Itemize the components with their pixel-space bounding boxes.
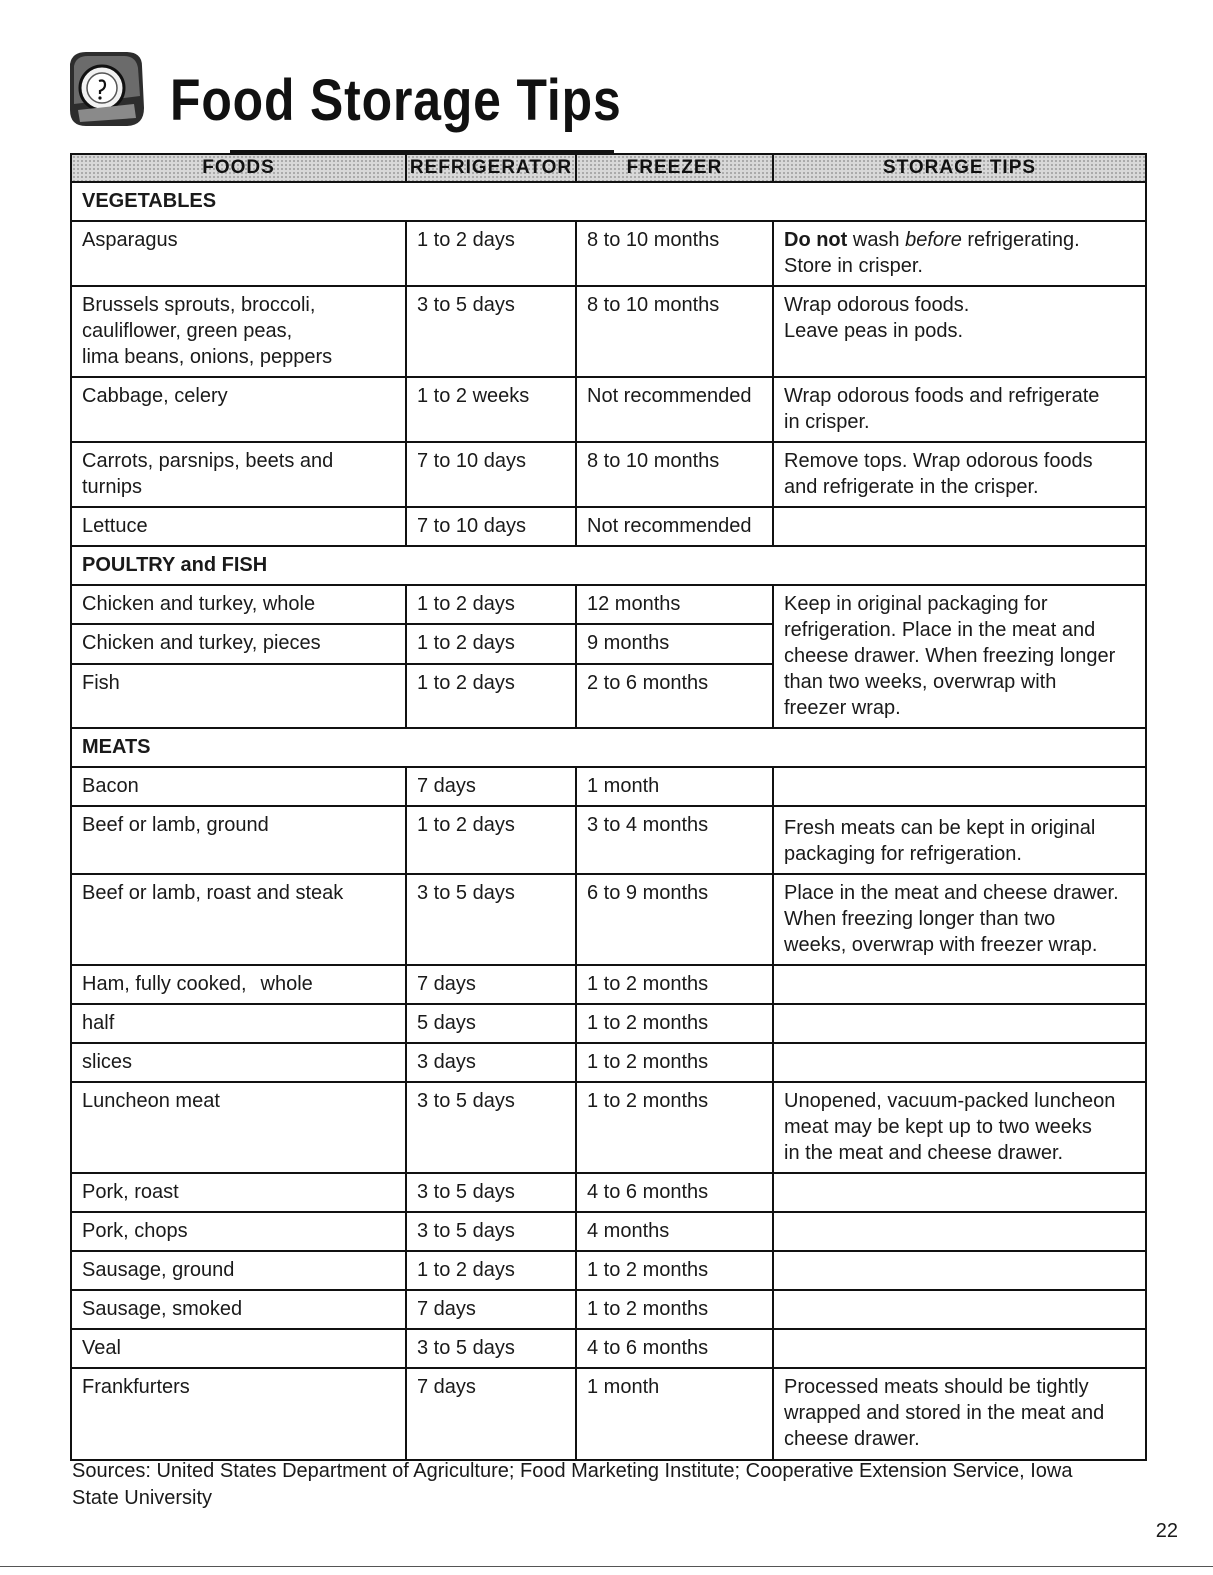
- refrigerator-tip-icon: [64, 46, 148, 130]
- food-cell: Chicken and turkey, whole: [71, 585, 406, 624]
- freezer-cell: 6 to 9 months: [576, 874, 773, 965]
- storage-tip-cell: [773, 1329, 1146, 1368]
- food-subtype: slices: [71, 1043, 406, 1082]
- refrigerator-cell: 3 to 5 days: [406, 286, 576, 377]
- sources-note: [72, 1458, 1152, 1512]
- freezer-cell: 1 to 2 months: [576, 1082, 773, 1173]
- food-cell: Pork, chops: [71, 1212, 406, 1251]
- tip-line: refrigeration. Place in the meat and: [784, 619, 1096, 641]
- refrigerator-cell: 1 to 2 days: [406, 664, 576, 728]
- food-cell: Asparagus: [71, 221, 406, 286]
- storage-tip-cell: [773, 1212, 1146, 1251]
- freezer-cell: 1 month: [576, 1368, 773, 1460]
- refrigerator-cell: 1 to 2 days: [406, 1251, 576, 1290]
- freezer-cell: 9 months: [576, 624, 773, 663]
- refrigerator-cell: 3 to 5 days: [406, 1329, 576, 1368]
- refrigerator-cell: 3 days: [406, 1043, 576, 1082]
- storage-tip-cell: [773, 767, 1146, 806]
- food-cell: Beef or lamb, roast and steak: [71, 874, 406, 965]
- food-cell: Cabbage, celery: [71, 377, 406, 442]
- storage-tip-cell: [773, 286, 1146, 377]
- refrigerator-cell: 1 to 2 days: [406, 624, 576, 663]
- sources-line: State University: [72, 1487, 213, 1509]
- tip-line: cheese drawer.: [784, 1428, 920, 1450]
- tip-line: Wrap odorous foods and refrigerate: [784, 385, 1100, 407]
- refrigerator-cell: 3 to 5 days: [406, 1173, 576, 1212]
- storage-tip-cell: [773, 806, 1146, 874]
- table-row: [71, 377, 1146, 442]
- food-cell: Chicken and turkey, pieces: [71, 624, 406, 663]
- refrigerator-cell: 7 days: [406, 1290, 576, 1329]
- table-row: [71, 1173, 1146, 1212]
- table-row: [71, 286, 1146, 377]
- refrigerator-cell: 5 days: [406, 1004, 576, 1043]
- tip-text: refrigerating.: [961, 229, 1080, 251]
- freezer-cell: 4 to 6 months: [576, 1173, 773, 1212]
- freezer-cell: 4 to 6 months: [576, 1329, 773, 1368]
- page-number: 22: [1155, 1520, 1178, 1542]
- freezer-cell: 8 to 10 months: [576, 221, 773, 286]
- sources-line: Sources: United States Department of Agriculture; Food Marketing Institute; Cooperative Extension Service, Iowa: [72, 1460, 1073, 1482]
- freezer-cell: 12 months: [576, 585, 773, 624]
- refrigerator-cell: 1 to 2 days: [406, 221, 576, 286]
- freezer-cell: 3 to 4 months: [576, 806, 773, 874]
- freezer-cell: Not recommended: [576, 507, 773, 546]
- refrigerator-cell: 7 days: [406, 767, 576, 806]
- storage-tip-cell: [773, 1290, 1146, 1329]
- table-header-row: [71, 154, 1146, 182]
- table-row: [71, 874, 1146, 965]
- tip-line: in crisper.: [784, 411, 870, 433]
- freezer-cell: 1 to 2 months: [576, 965, 773, 1004]
- refrigerator-cell: 1 to 2 days: [406, 585, 576, 624]
- food-cell: Veal: [71, 1329, 406, 1368]
- tip-line: wrapped and stored in the meat and: [784, 1402, 1105, 1424]
- column-header-storage-tips: STORAGE TIPS: [773, 154, 1146, 182]
- table-row: [71, 1290, 1146, 1329]
- food-cell: Sausage, ground: [71, 1251, 406, 1290]
- tip-line: in the meat and cheese drawer.: [784, 1142, 1064, 1164]
- table-row: [71, 585, 1146, 624]
- tip-text: wash: [847, 229, 906, 251]
- storage-tip-cell: [773, 965, 1146, 1004]
- tip-line: cheese drawer. When freezing longer: [784, 645, 1116, 667]
- page-bottom-rule: [0, 1566, 1213, 1567]
- table-row: [71, 221, 1146, 286]
- column-header-refrigerator: REFRIGERATOR: [406, 154, 576, 182]
- table-row: [71, 507, 1146, 546]
- food-storage-table: [70, 153, 1147, 1461]
- category-poultry-and-fish: POULTRY and FISH: [71, 546, 1146, 585]
- table-row: [71, 1043, 1146, 1082]
- category-meats: MEATS: [71, 728, 1146, 767]
- freezer-cell: 1 to 2 months: [576, 1043, 773, 1082]
- table-row: [71, 1004, 1146, 1043]
- food-cell: Frankfurters: [71, 1368, 406, 1460]
- tip-line: packaging for refrigeration.: [784, 843, 1022, 865]
- food-cell: Lettuce: [71, 507, 406, 546]
- tip-line: than two weeks, overwrap with: [784, 671, 1057, 693]
- table-row: [71, 767, 1146, 806]
- refrigerator-cell: 7 days: [406, 965, 576, 1004]
- freezer-cell: 1 month: [576, 767, 773, 806]
- tip-text: Store in crisper.: [784, 255, 923, 277]
- table-row: [71, 1082, 1146, 1173]
- refrigerator-cell: 3 to 5 days: [406, 1212, 576, 1251]
- table-row: [71, 806, 1146, 874]
- freezer-cell: 1 to 2 months: [576, 1251, 773, 1290]
- food-cell: Sausage, smoked: [71, 1290, 406, 1329]
- table-row: [71, 965, 1146, 1004]
- freezer-cell: 8 to 10 months: [576, 442, 773, 507]
- food-cell: Fish: [71, 664, 406, 728]
- refrigerator-cell: 1 to 2 days: [406, 806, 576, 874]
- tip-line: Place in the meat and cheese drawer.: [784, 882, 1119, 904]
- refrigerator-cell: 3 to 5 days: [406, 874, 576, 965]
- storage-tip-cell: [773, 1004, 1146, 1043]
- storage-tip-cell: [773, 377, 1146, 442]
- food-cell: [71, 965, 406, 1004]
- category-vegetables: VEGETABLES: [71, 182, 1146, 221]
- refrigerator-cell: 3 to 5 days: [406, 1082, 576, 1173]
- tip-line: Processed meats should be tightly: [784, 1376, 1089, 1398]
- refrigerator-cell: 7 to 10 days: [406, 442, 576, 507]
- tip-line: Leave peas in pods.: [784, 320, 964, 342]
- table-row: [71, 1212, 1146, 1251]
- storage-tip-cell: [773, 442, 1146, 507]
- storage-tip-cell: [773, 507, 1146, 546]
- tip-line: Unopened, vacuum-packed luncheon: [784, 1090, 1116, 1112]
- food-line: lima beans, onions, peppers: [82, 346, 333, 368]
- storage-tip-cell: [773, 1043, 1146, 1082]
- freezer-cell: 4 months: [576, 1212, 773, 1251]
- freezer-cell: 1 to 2 months: [576, 1290, 773, 1329]
- freezer-cell: 1 to 2 months: [576, 1004, 773, 1043]
- refrigerator-cell: 7 to 10 days: [406, 507, 576, 546]
- food-subtype: half: [71, 1004, 406, 1043]
- storage-tip-cell: [773, 585, 1146, 728]
- column-header-freezer: FREEZER: [576, 154, 773, 182]
- table-row: [71, 442, 1146, 507]
- food-line: cauliflower, green peas,: [82, 320, 293, 342]
- tip-line: freezer wrap.: [784, 697, 901, 719]
- tip-line: Keep in original packaging for: [784, 593, 1048, 615]
- food-cell: Luncheon meat: [71, 1082, 406, 1173]
- storage-tip-cell: [773, 1082, 1146, 1173]
- freezer-cell: 2 to 6 months: [576, 664, 773, 728]
- category-row: [71, 182, 1146, 221]
- food-subtype: whole: [260, 973, 313, 995]
- food-cell: Pork, roast: [71, 1173, 406, 1212]
- column-header-foods: FOODS: [71, 154, 406, 182]
- storage-tip-cell: [773, 874, 1146, 965]
- food-cell: Bacon: [71, 767, 406, 806]
- tip-line: Wrap odorous foods.: [784, 294, 970, 316]
- storage-tip-cell: [773, 1251, 1146, 1290]
- category-row: [71, 546, 1146, 585]
- tip-line: and refrigerate in the crisper.: [784, 476, 1039, 498]
- tip-line: weeks, overwrap with freezer wrap.: [784, 934, 1098, 956]
- refrigerator-cell: 7 days: [406, 1368, 576, 1460]
- storage-tip-cell: [773, 221, 1146, 286]
- category-row: [71, 728, 1146, 767]
- table-row: [71, 1329, 1146, 1368]
- page-title: Food Storage Tips: [170, 68, 622, 133]
- food-name: Ham, fully cooked,: [82, 973, 247, 995]
- food-cell: Beef or lamb, ground: [71, 806, 406, 874]
- table-row: [71, 1251, 1146, 1290]
- refrigerator-cell: 1 to 2 weeks: [406, 377, 576, 442]
- freezer-cell: Not recommended: [576, 377, 773, 442]
- food-line: Brussels sprouts, broccoli,: [82, 294, 316, 316]
- storage-tip-cell: [773, 1368, 1146, 1460]
- tip-line: meat may be kept up to two weeks: [784, 1116, 1092, 1138]
- tip-line: Remove tops. Wrap odorous foods: [784, 450, 1093, 472]
- tip-line: Fresh meats can be kept in original: [784, 817, 1096, 839]
- table-row: [71, 1368, 1146, 1460]
- tip-emphasis: Do not: [784, 229, 848, 251]
- food-cell: [71, 442, 406, 507]
- storage-tip-cell: [773, 1173, 1146, 1212]
- tip-italic: before: [905, 229, 962, 251]
- food-line: Carrots, parsnips, beets and: [82, 450, 334, 472]
- food-cell: [71, 286, 406, 377]
- tip-line: When freezing longer than two: [784, 908, 1056, 930]
- freezer-cell: 8 to 10 months: [576, 286, 773, 377]
- food-line: turnips: [82, 476, 143, 498]
